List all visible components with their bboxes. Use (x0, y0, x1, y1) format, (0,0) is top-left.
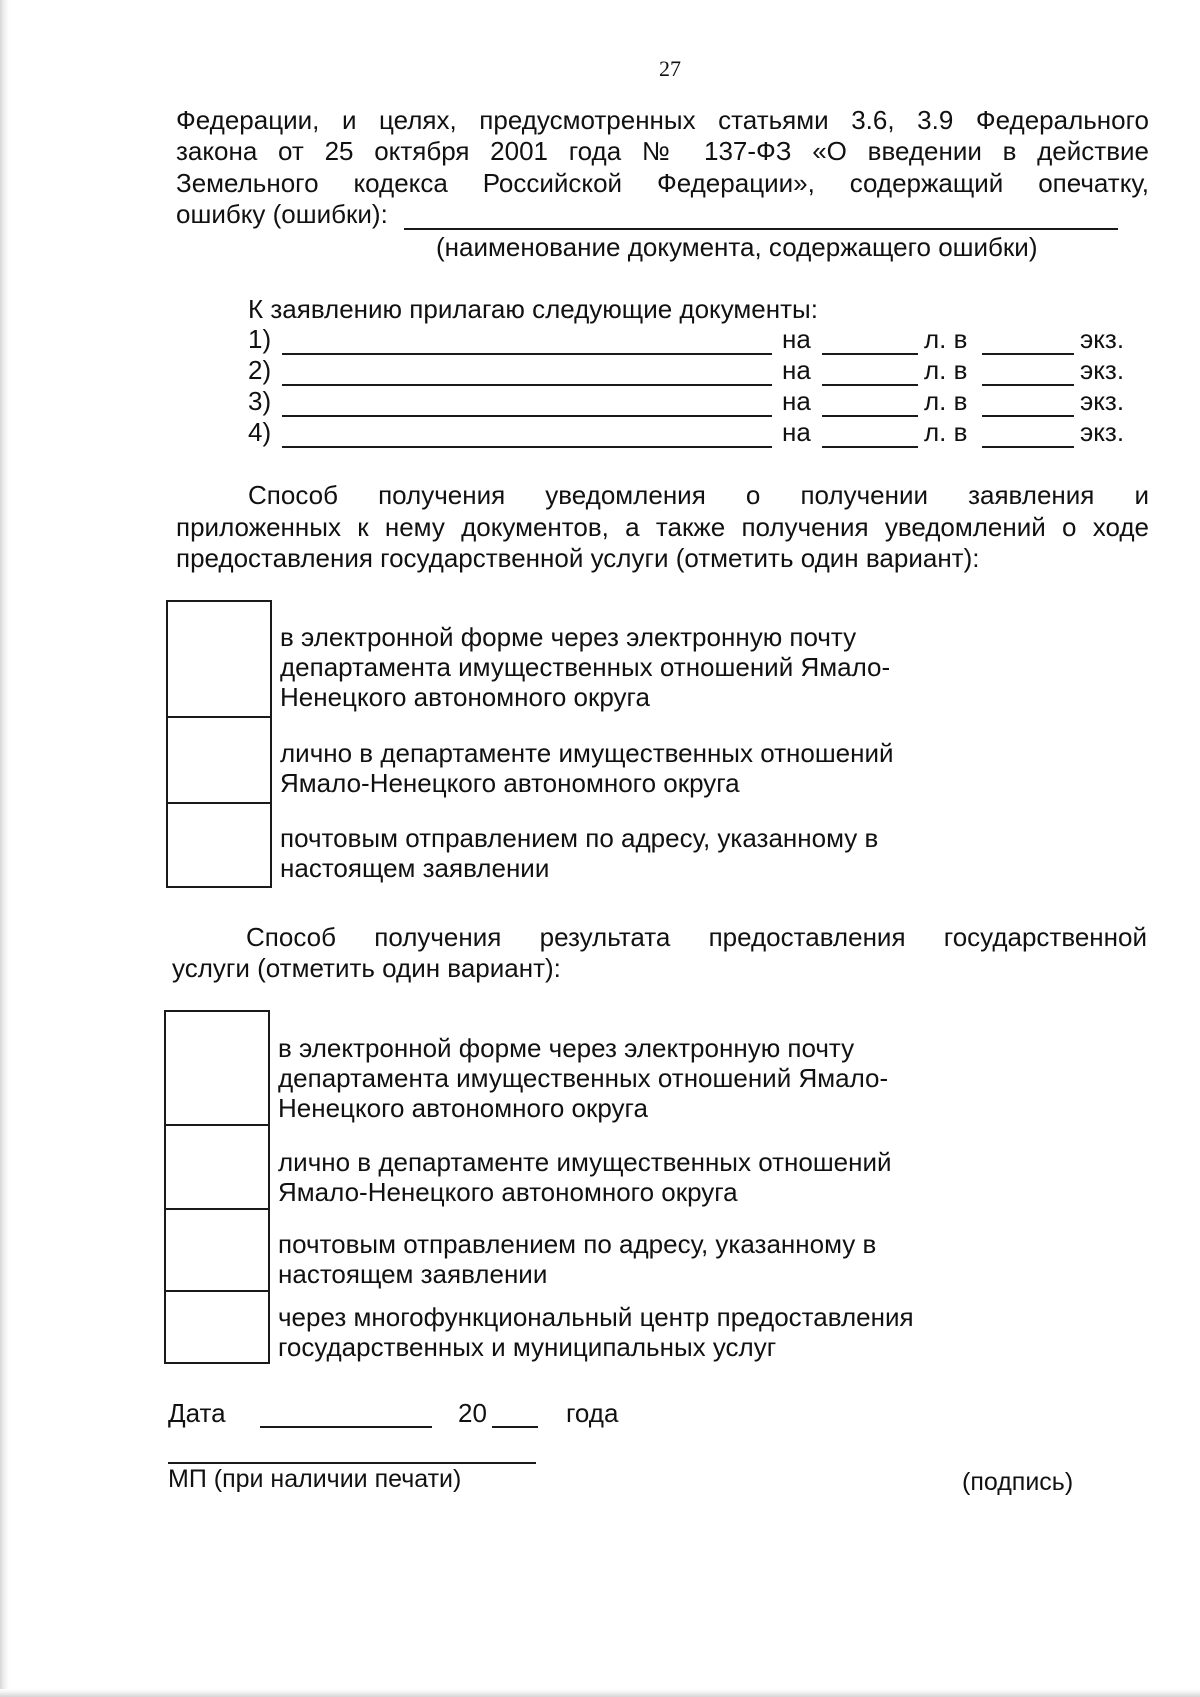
attachments-heading: К заявлению прилагаю следующие документы: (248, 294, 818, 324)
attachment-number: 4) (248, 417, 272, 447)
year-prefix: 20 (458, 1398, 487, 1428)
result-line-2: услуги (отметить один вариант): (172, 953, 561, 983)
notification-line-2: приложенных к нему документов, а также получения уведомлений о ходе (176, 512, 1149, 542)
intro-line-2: закона от 25 октября 2001 года № 137-ФЗ «О введении в действие (176, 136, 1149, 166)
attachment-pages-field[interactable] (822, 446, 918, 448)
attachment-pages-field[interactable] (822, 384, 918, 386)
scan-bottom-edge (0, 1689, 1200, 1697)
result-option-checkbox[interactable] (164, 1208, 270, 1292)
result-option-label: почтовым отправлением по адресу, указанному в настоящем заявлении (278, 1229, 877, 1289)
date-label: Дата (168, 1398, 226, 1428)
attachment-copies-field[interactable] (982, 353, 1074, 355)
attachment-number: 2) (248, 355, 272, 385)
attachment-na-label: на (782, 324, 811, 354)
intro-line-4: ошибку (ошибки): (176, 199, 388, 229)
attachment-pages-field[interactable] (822, 415, 918, 417)
result-option-checkbox[interactable] (164, 1124, 270, 1210)
result-line-1: Способ получения результата предоставления государственной (246, 922, 1147, 952)
attachment-copies-field[interactable] (982, 446, 1074, 448)
attachment-na-label: на (782, 386, 811, 416)
result-option-label: через многофункциональный центр предоставления государственных и муниципальных услуг (278, 1302, 914, 1362)
notification-option-label: в электронной форме через электронную почту департамента имущественных отношений Ямало-Ненецкого автономного округа (280, 622, 891, 712)
document-name-caption: (наименование документа, содержащего ошибки) (436, 232, 1038, 262)
attachment-name-field[interactable] (282, 446, 772, 448)
notification-option-checkbox[interactable] (166, 600, 272, 718)
date-field[interactable] (260, 1426, 432, 1428)
notification-line-3: предоставления государственной услуги (отметить один вариант): (176, 543, 980, 573)
attachment-copies-field[interactable] (982, 384, 1074, 386)
attachment-copies-field[interactable] (982, 415, 1074, 417)
notification-option-label: лично в департаменте имущественных отношений Ямало-Ненецкого автономного округа (280, 738, 894, 798)
result-option-checkbox[interactable] (164, 1010, 270, 1126)
attachment-ekz-label: экз. (1080, 386, 1125, 416)
attachment-ekz-label: экз. (1080, 355, 1125, 385)
result-option-label: лично в департаменте имущественных отношений Ямало-Ненецкого автономного округа (278, 1147, 892, 1207)
attachment-ekz-label: экз. (1080, 324, 1125, 354)
attachment-lv-label: л. в (924, 417, 968, 447)
year-suffix: года (566, 1398, 619, 1428)
intro-line-3: Земельного кодекса Российской Федерации», содержащий опечатку, (176, 168, 1149, 198)
attachment-lv-label: л. в (924, 355, 968, 385)
attachment-na-label: на (782, 355, 811, 385)
notification-option-checkbox[interactable] (166, 716, 272, 804)
result-option-checkbox[interactable] (164, 1290, 270, 1364)
attachment-number: 3) (248, 386, 272, 416)
attachment-name-field[interactable] (282, 384, 772, 386)
notification-option-checkbox[interactable] (166, 802, 272, 888)
attachment-pages-field[interactable] (822, 353, 918, 355)
scan-left-edge (0, 0, 9, 1697)
attachment-lv-label: л. в (924, 386, 968, 416)
attachment-number: 1) (248, 324, 272, 354)
notification-line-1: Способ получения уведомления о получении заявления и (248, 480, 1149, 510)
attachment-ekz-label: экз. (1080, 417, 1125, 447)
page-number: 27 (659, 56, 681, 81)
attachment-lv-label: л. в (924, 324, 968, 354)
result-option-label: в электронной форме через электронную почту департамента имущественных отношений Ямало-Ненецкого автономного округа (278, 1033, 889, 1123)
year-field[interactable] (492, 1426, 538, 1428)
attachment-na-label: на (782, 417, 811, 447)
attachment-name-field[interactable] (282, 415, 772, 417)
intro-line-1: Федерации, и целях, предусмотренных статьями 3.6, 3.9 Федерального (176, 105, 1149, 135)
notification-option-label: почтовым отправлением по адресу, указанному в настоящем заявлении (280, 823, 879, 883)
attachment-name-field[interactable] (282, 353, 772, 355)
document-name-field[interactable] (404, 228, 1118, 230)
stamp-label: МП (при наличии печати) (168, 1465, 462, 1493)
signature-label: (подпись) (962, 1468, 1074, 1496)
